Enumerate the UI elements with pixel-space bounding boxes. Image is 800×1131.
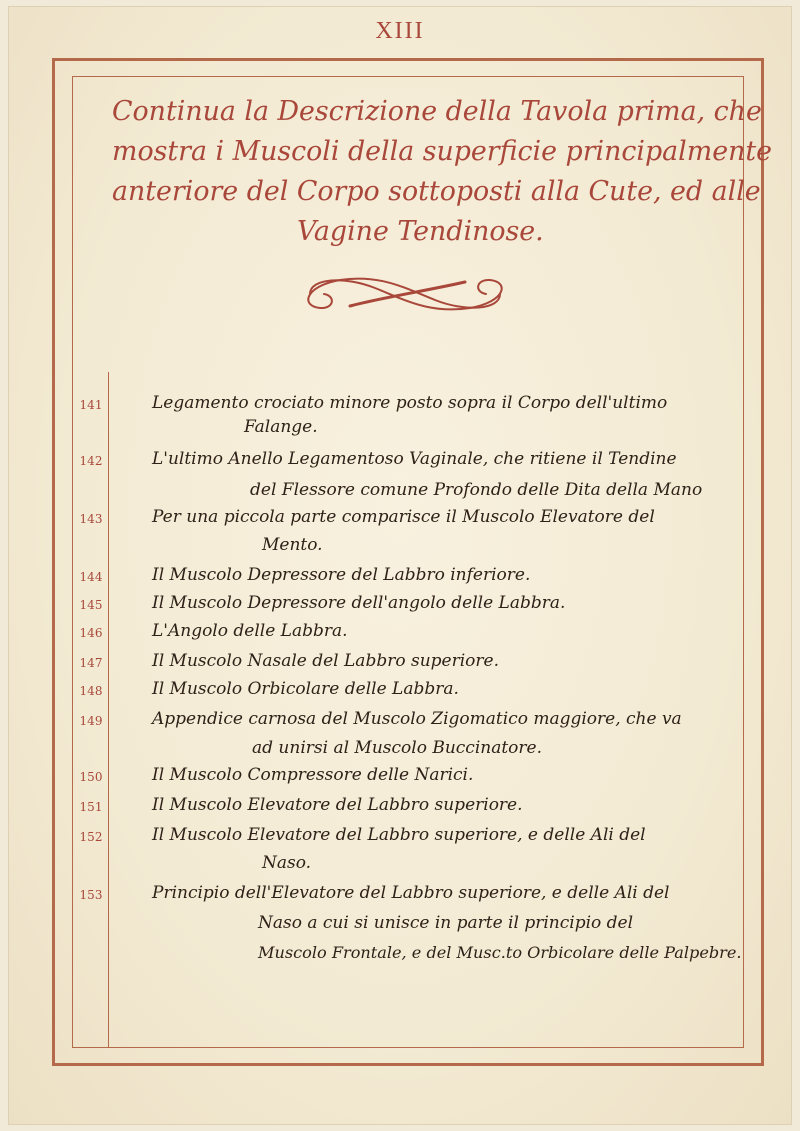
entry-number: 151 (79, 800, 103, 814)
heading-line: Continua la Descrizione della Tavola prima, che (112, 96, 762, 127)
heading-line: mostra i Muscoli della superficie principalmente (112, 136, 773, 167)
entry-text: del Flessore comune Profondo delle Dita della Mano (250, 480, 703, 500)
entry-text: Il Muscolo Elevatore del Labbro superiore, e delle Ali del (152, 825, 646, 845)
entry-number: 143 (79, 512, 103, 526)
entry-text: Il Muscolo Orbicolare delle Labbra. (152, 679, 459, 699)
entry-text: Il Muscolo Nasale del Labbro superiore. (152, 651, 499, 671)
entry-text: Il Muscolo Elevatore del Labbro superiore. (152, 795, 523, 815)
entry-text: Naso. (262, 853, 312, 873)
entry-number: 146 (79, 626, 103, 640)
entry-text: Principio dell'Elevatore del Labbro superiore, e delle Ali del (152, 883, 670, 903)
entry-text: L'Angolo delle Labbra. (152, 621, 348, 641)
entry-text: ad unirsi al Muscolo Buccinatore. (252, 738, 542, 758)
page-number: XIII (375, 18, 425, 44)
entry-text: Legamento crociato minore posto sopra il Corpo dell'ultimo (152, 393, 668, 413)
entry-number: 149 (79, 714, 103, 728)
calligraphic-flourish (290, 268, 520, 320)
entry-text: Mento. (262, 535, 323, 555)
entry-number: 148 (79, 684, 103, 698)
heading-line: Vagine Tendinose. (297, 216, 544, 247)
entry-number: 152 (79, 830, 103, 844)
entry-text: Per una piccola parte comparisce il Muscolo Elevatore del (152, 507, 655, 527)
entry-text: Il Muscolo Depressore del Labbro inferiore. (152, 565, 531, 585)
entry-number: 147 (79, 656, 103, 670)
entry-number: 144 (79, 570, 103, 584)
entry-text: Appendice carnosa del Muscolo Zigomatico maggiore, che va (152, 709, 682, 729)
entry-text: Il Muscolo Depressore dell'angolo delle Labbra. (152, 593, 566, 613)
entry-number: 142 (79, 454, 103, 468)
entry-text: Il Muscolo Compressore delle Narici. (152, 765, 474, 785)
entry-text: Muscolo Frontale, e del Musc.to Orbicolare delle Palpebre. (258, 943, 742, 962)
heading-line: anteriore del Corpo sottoposti alla Cute, ed alle (112, 176, 761, 207)
margin-rule (108, 372, 109, 1048)
entry-text: L'ultimo Anello Legamentoso Vaginale, che ritiene il Tendine (152, 449, 677, 469)
entry-number: 145 (79, 598, 103, 612)
entry-number: 153 (79, 888, 103, 902)
entry-text: Falange. (244, 417, 318, 437)
entry-number: 150 (79, 770, 103, 784)
page-heading (112, 92, 773, 252)
entry-text: Naso a cui si unisce in parte il principio del (258, 913, 634, 933)
entry-number: 141 (79, 398, 103, 412)
